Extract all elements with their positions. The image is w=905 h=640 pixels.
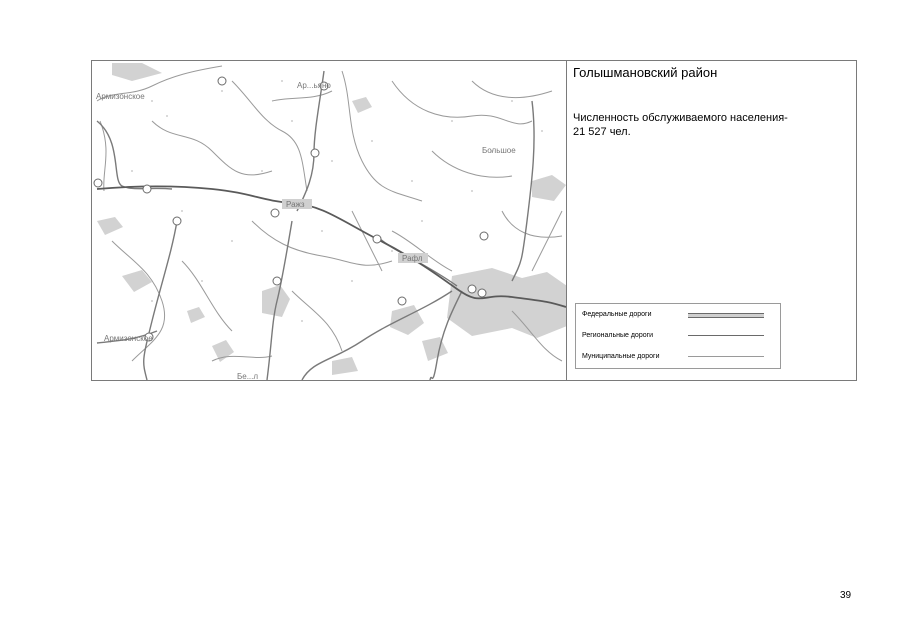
place-label: Бе...л (237, 372, 259, 380)
place-label: Армизонское (104, 334, 153, 343)
legend-line-municipal (688, 356, 764, 357)
forest-patches (97, 63, 566, 375)
map-table (91, 60, 857, 381)
legend-line-federal (688, 313, 764, 318)
district-info (567, 61, 856, 380)
population-label: Численность обслуживаемого населения- (573, 112, 788, 124)
place-label: Ар...ьяно (297, 81, 331, 90)
population-value: 21 527 чел. (573, 126, 631, 138)
road-legend (575, 303, 781, 369)
page-number: 39 (840, 590, 852, 601)
legend-line-regional (688, 335, 764, 336)
place-label: Ражз (286, 200, 305, 209)
place-label: Большое (482, 146, 516, 155)
legend-label-federal: Федеральные дороги (582, 311, 652, 318)
place-label: Рафл (402, 254, 423, 263)
regional-roads (97, 71, 534, 380)
population-text (573, 111, 833, 139)
place-label: Армизонское (96, 92, 145, 101)
district-title: Голышмановский район (573, 65, 718, 80)
legend-label-municipal: Муниципальные дороги (582, 353, 660, 360)
district-map (92, 61, 567, 380)
map-canvas (92, 61, 566, 380)
legend-label-regional: Региональные дороги (582, 332, 654, 339)
place-labels (96, 81, 516, 380)
